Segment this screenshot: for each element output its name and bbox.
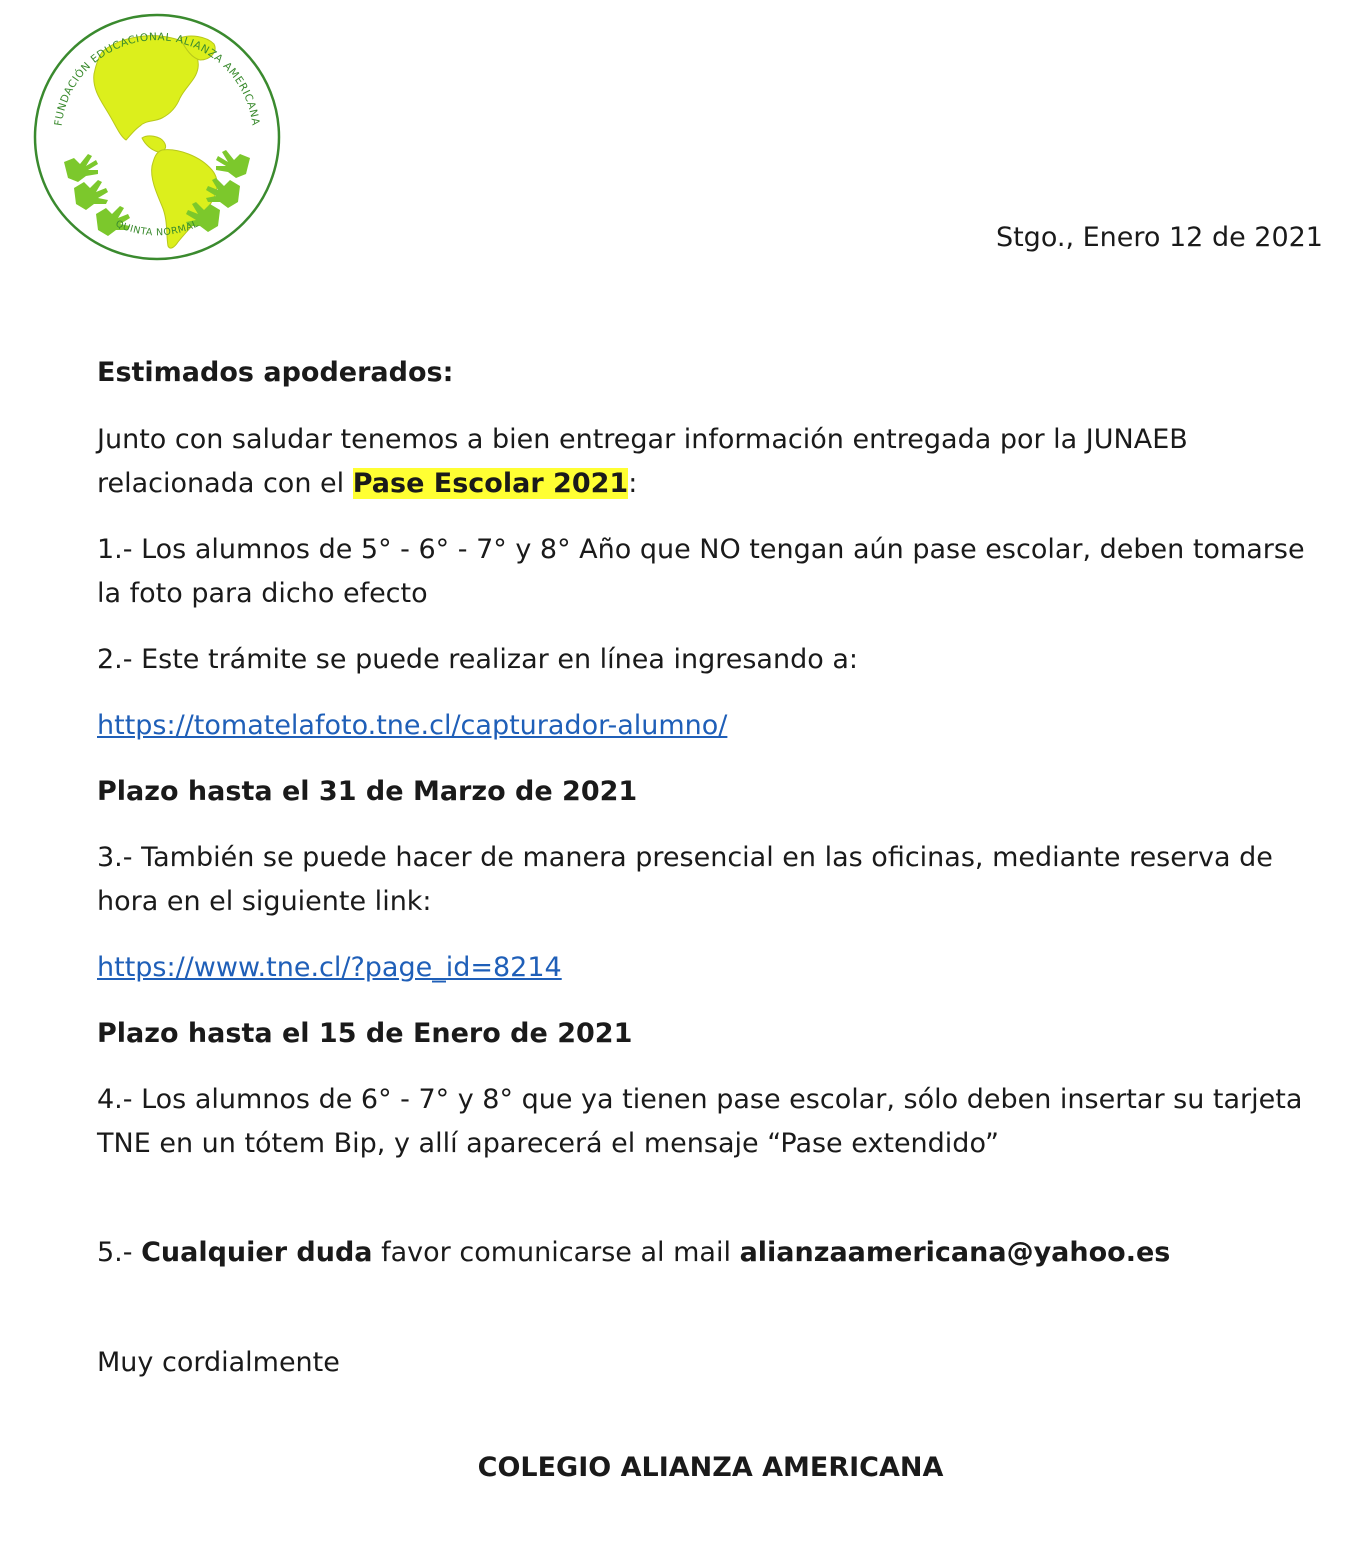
letter-date: Stgo., Enero 12 de 2021 — [995, 222, 1323, 253]
deadline-1: Plazo hasta el 31 de Marzo de 2021 — [97, 776, 638, 807]
signature: COLEGIO ALIANZA AMERICANA — [477, 1452, 944, 1483]
item-5-middle: favor comunicarse al mail — [372, 1237, 740, 1268]
contact-email: alianzaamericana@yahoo.es — [739, 1237, 1171, 1268]
link-2-paragraph — [97, 946, 1329, 990]
item-1: 1.- Los alumnos de 5° - 6° - 7° y 8° Año que NO tengan aún pase escolar, deben tomarse la foto para dicho efecto — [97, 534, 1305, 609]
logo-bottom-text: QUINTA NORMAL — [113, 218, 201, 239]
item-5 — [97, 1231, 1329, 1275]
intro-paragraph — [97, 418, 1329, 506]
item-5-bold: Cualquier duda — [141, 1237, 373, 1268]
item-2: 2.- Este trámite se puede realizar en línea ingresando a: — [97, 644, 858, 675]
closing: Muy cordialmente — [97, 1347, 340, 1378]
intro-suffix: : — [628, 468, 638, 499]
greeting: Estimados apoderados: — [97, 357, 454, 388]
item-5-prefix: 5.- — [97, 1237, 142, 1268]
foundation-logo — [30, 10, 284, 264]
logo-ring-text: FUNDACIÓN EDUCACIONAL ALIANZA AMERICANA — [52, 31, 262, 127]
intro-text: Junto con saludar tenemos a bien entregar información entregada por la JUNAEB relacionada con el — [97, 424, 1188, 499]
tomatelafoto-link[interactable]: https://tomatelafoto.tne.cl/capturador-alumno/ — [97, 710, 728, 741]
item-4: 4.- Los alumnos de 6° - 7° y 8° que ya tienen pase escolar, sólo deben insertar su tarjeta TNE en un tótem Bip, y allí aparecerá el mensaje “Pase extendido” — [97, 1084, 1303, 1159]
pase-escolar-highlight: Pase Escolar 2021 — [352, 468, 629, 499]
tne-reservation-link[interactable]: https://www.tne.cl/?page_id=8214 — [97, 952, 562, 983]
link-1-paragraph — [97, 704, 1329, 748]
item-3: 3.- También se puede hacer de manera presencial en las oficinas, mediante reserva de hora en el siguiente link: — [97, 842, 1273, 917]
deadline-2: Plazo hasta el 15 de Enero de 2021 — [97, 1018, 633, 1049]
